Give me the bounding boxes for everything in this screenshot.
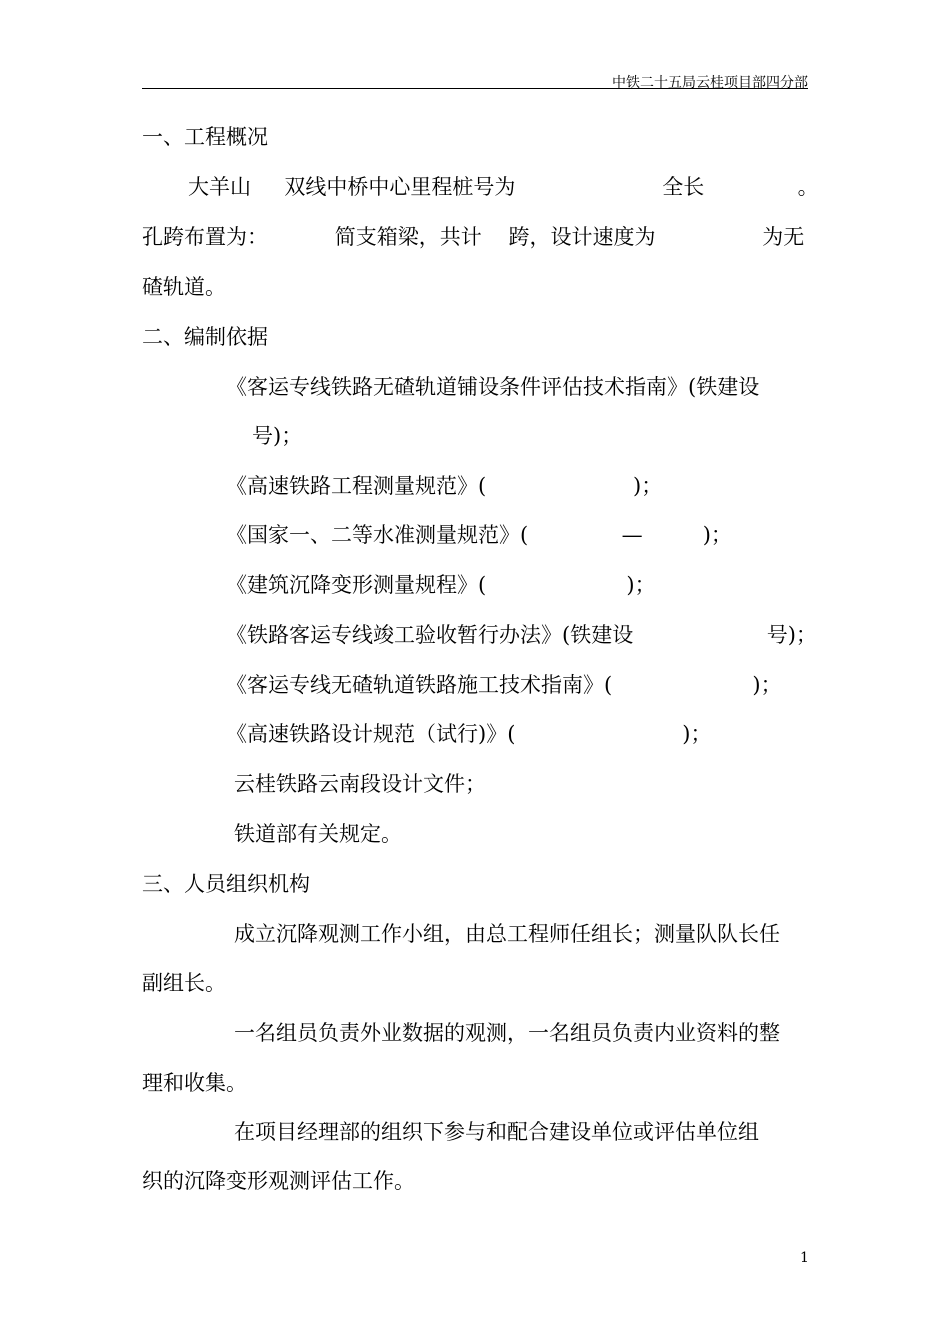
- basis-item: 《国家一、二等水准测量规范》( — )；: [226, 523, 732, 547]
- organization-para-3-line-2: 织的沉降变形观测评估工作。: [142, 1169, 415, 1193]
- basis-item: 《客运专线无碴轨道铁路施工技术指南》( )；: [226, 673, 782, 697]
- header-rule: [142, 88, 808, 89]
- overview-line-2: 孔跨布置为： 简支箱梁，共计 跨，设计速度为 为无: [142, 225, 805, 249]
- basis-item: 《建筑沉降变形测量规程》( )；: [226, 573, 656, 597]
- basis-item: 《铁路客运专线竣工验收暂行办法》(铁建设 号)；: [226, 623, 817, 647]
- page-number: 1: [800, 1250, 809, 1266]
- basis-item: 《高速铁路工程测量规范》( )；: [226, 474, 663, 498]
- section-heading-basis: 二、编制依据: [142, 325, 268, 349]
- organization-para-2-line-2: 理和收集。: [142, 1071, 247, 1095]
- overview-line-1: 大羊山 双线中桥中心里程桩号为 全长 。: [188, 175, 819, 199]
- basis-item: 云桂铁路云南段设计文件；: [234, 772, 486, 796]
- header-title: 中铁二十五局云桂项目部四分部: [612, 75, 808, 91]
- organization-para-1-line-2: 副组长。: [142, 971, 226, 995]
- basis-item: 号)；: [252, 424, 303, 448]
- organization-para-2-line-1: 一名组员负责外业数据的观测，一名组员负责内业资料的整: [234, 1021, 780, 1045]
- basis-item: 《客运专线铁路无碴轨道铺设条件评估技术指南》(铁建设: [226, 375, 760, 399]
- section-heading-overview: 一、工程概况: [142, 125, 268, 149]
- overview-line-3: 碴轨道。: [142, 275, 226, 299]
- organization-para-3-line-1: 在项目经理部的组织下参与和配合建设单位或评估单位组: [234, 1120, 759, 1144]
- basis-item: 铁道部有关规定。: [234, 822, 402, 846]
- organization-para-1-line-1: 成立沉降观测工作小组，由总工程师任组长；测量队队长任: [234, 922, 780, 946]
- section-heading-organization: 三、人员组织机构: [142, 872, 310, 896]
- basis-item: 《高速铁路设计规范（试行)》( )；: [226, 722, 712, 746]
